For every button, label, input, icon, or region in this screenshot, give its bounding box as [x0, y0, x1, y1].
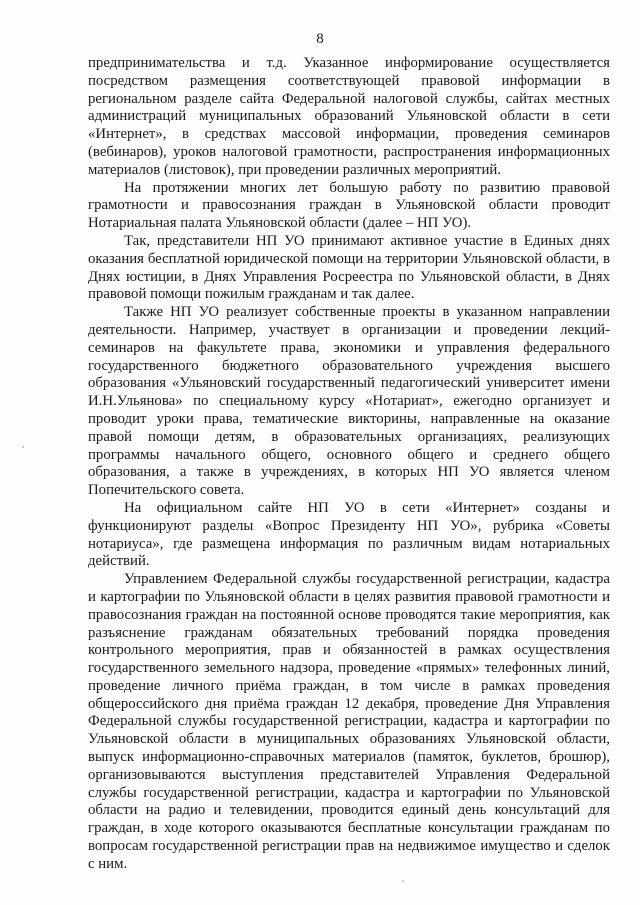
- paragraph-notary-chamber-intro: На протяжении многих лет большую работу по развитию правовой грамотности и правосознания граждан в Ульяновской области проводит Нотариальная палата Ульяновской области (далее – НП УО).: [88, 179, 610, 232]
- paragraph-official-website: На официальном сайте НП УО в сети «Интернет» созданы и функционируют разделы «Вопрос Президенту НП УО», рубрика «Советы нотариуса», где размещена информация по различным видам нотариальных действий.: [88, 499, 610, 570]
- document-body: [88, 55, 610, 874]
- page-number: 8: [316, 31, 324, 47]
- paragraph-rosreestr-activities: Управлением Федеральной службы государственной регистрации, кадастра и картографии по Ульяновской области в целях развития правовой грамотности и правосознания граждан на постоянной основе проводятся такие мероприятия, как разъяснение гражданам обязательных требований порядка проведения контрольного мероприятия, прав и обязанностей в рамках осуществления государственного земельного надзора, проведение «прямых» телефонных линий, проведение личного приёма граждан, в том числе в рамках проведения общероссийского дня приёма граждан 12 декабря, проведение Дня Управления Федеральной службы государственной регистрации, кадастра и картографии по Ульяновской области в муниципальных образованиях Ульяновской области, выпуск информационно-справочных материалов (памяток, буклетов, брошюр), организовываются выступления представителей Управления Федеральной службы государственной регистрации, кадастра и картографии по Ульяновской области на радио и телевидении, проводится единый день консультаций для граждан, в ходе которого оказываются бесплатные консультации гражданам по вопросам государственной регистрации прав на недвижимое имущество и сделок с ним.: [88, 571, 610, 872]
- paragraph-legal-aid-days: Так, представители НП УО принимают активное участие в Единых днях оказания бесплатной юридической помощи на территории Ульяновской области, в Днях юстиции, в Днях Управления Росреестра по Ульяновской области, в Днях правовой помощи пожилым гражданам и так далее.: [88, 232, 610, 303]
- scan-speck: [22, 446, 24, 448]
- paragraph-own-projects: Также НП УО реализует собственные проекты в указанном направлении деятельности. Например, участвует в организации и проведении лекций-семинаров на факультете права, экономики и управления федерального государственного бюджетного образовательного учреждения высшего образования «Ульяновский государственный педагогический университет имени И.Н.Ульянова» по специальному курсу «Нотариат», ежегодно организует и проводит уроки права, тематические викторины, направленные на оказание правой помощи детям, в образовательных организациях, реализующих программы начального общего, основного общего и среднего общего образования, а также в учреждениях, в которых НП УО является членом Попечительского совета.: [88, 304, 610, 499]
- paragraph-tax-informing: предпринимательства и т.д. Указанное информирование осуществляется посредством размещения соответствующей правовой информации в региональном разделе сайта Федеральной налоговой службы, сайтах местных администраций муниципальных образований Ульяновской области в сети «Интернет», в средствах массовой информации, проведения семинаров (вебинаров), уроков налоговой грамотности, распространения информационных материалов (листовок), при проведении различных мероприятий.: [88, 55, 610, 178]
- scan-speck: [402, 880, 404, 882]
